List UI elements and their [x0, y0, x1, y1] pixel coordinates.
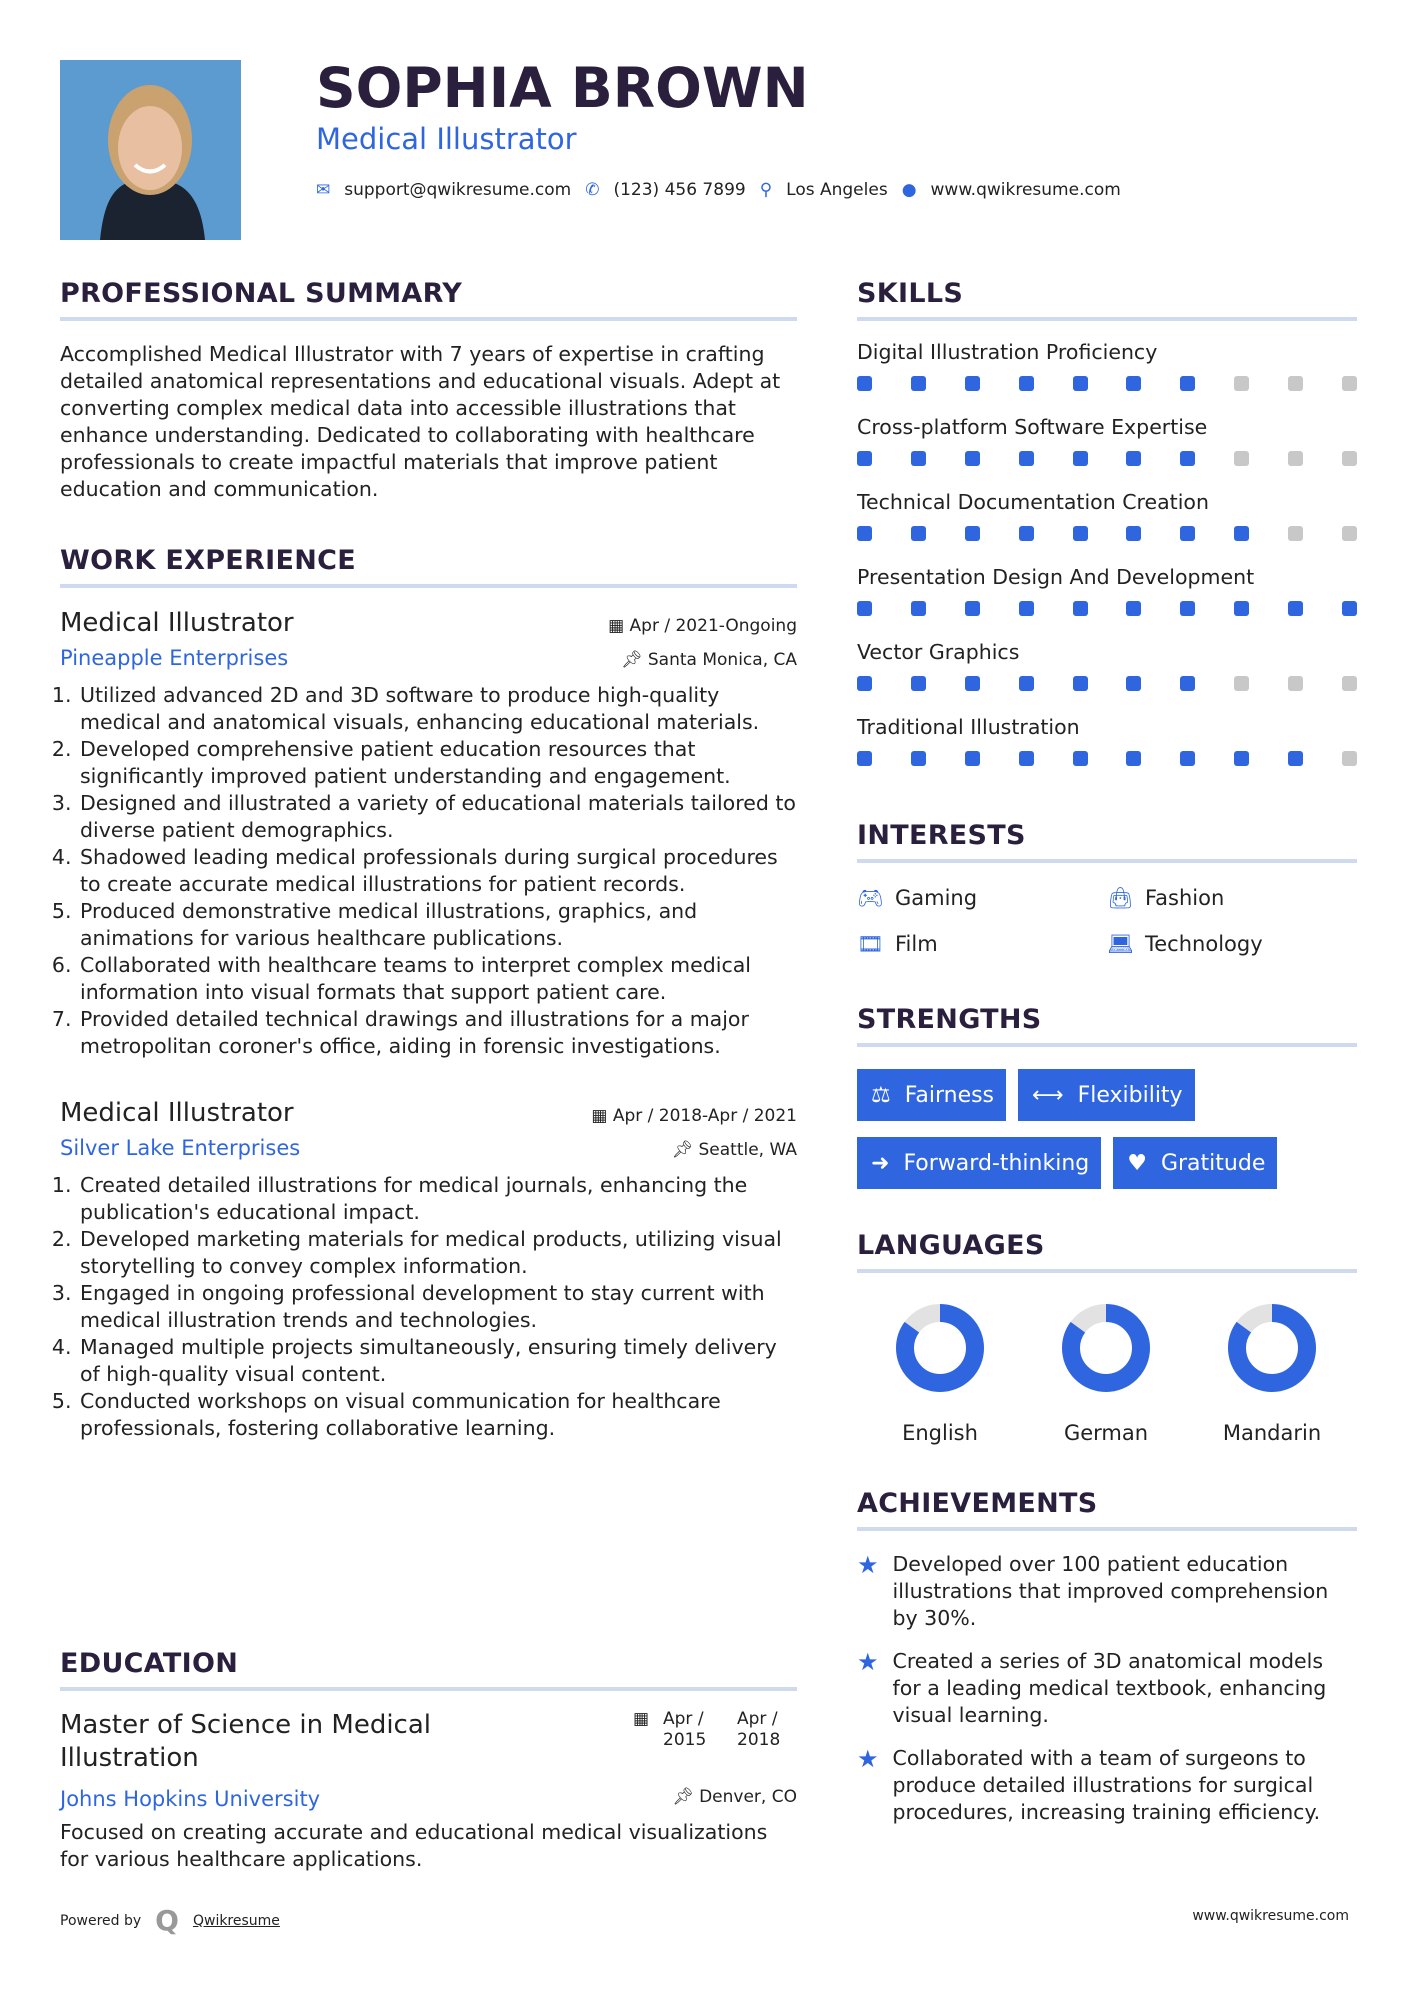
job-bullet: 1. Created detailed illustrations for medical journals, enhancing the publication's educational impact. — [78, 1172, 797, 1226]
skill-dot — [1180, 751, 1195, 766]
phone-icon: ✆ — [585, 180, 600, 200]
skill-dot — [1180, 451, 1195, 466]
calendar-icon: ▦ — [632, 1709, 649, 1729]
job-location: Seattle, WA — [698, 1140, 797, 1160]
skill-dot — [857, 751, 872, 766]
star-icon: ★ — [857, 1551, 879, 1579]
skill-dot — [857, 451, 872, 466]
job-location: Santa Monica, CA — [647, 650, 797, 670]
section-heading: STRENGTHS — [857, 1004, 1042, 1035]
skill-dot — [857, 376, 872, 391]
achievement-item — [857, 1745, 1357, 1826]
job-bullets — [60, 1172, 797, 1442]
language-item — [1023, 1303, 1189, 1445]
skill-dot — [1019, 376, 1034, 391]
skill-dot — [1288, 676, 1303, 691]
skill-dot — [1180, 376, 1195, 391]
skill-name: Vector Graphics — [857, 640, 1020, 664]
pin-icon: 📌︎ — [671, 1140, 699, 1160]
divider — [60, 1687, 797, 1691]
job-bullet: 7. Provided detailed technical drawings and illustrations for a major metropolitan coroner's office, aiding in forensic investigations. — [78, 1006, 797, 1060]
job-bullet: 5. Conducted workshops on visual communication for healthcare professionals, fostering collaborative learning. — [78, 1388, 797, 1442]
skill-rating — [857, 601, 1357, 616]
skill-item — [857, 414, 1357, 489]
footer-website[interactable]: www.qwikresume.com — [1192, 1908, 1349, 1924]
skill-dot — [911, 601, 926, 616]
language-donut — [1227, 1303, 1317, 1393]
language-name: German — [1063, 1421, 1149, 1445]
achievements-section — [857, 1488, 1357, 1842]
skill-dot — [911, 751, 926, 766]
website[interactable]: www.qwikresume.com — [930, 180, 1121, 200]
skill-dot — [1019, 451, 1034, 466]
skill-rating — [857, 676, 1357, 691]
skill-item — [857, 339, 1357, 414]
achievement-text: Developed over 100 patient education illustrations that improved comprehension by 30%. — [892, 1552, 1329, 1630]
skill-dot — [1234, 451, 1249, 466]
skill-item — [857, 639, 1357, 714]
gamepad-icon: 🎮︎ — [857, 885, 884, 910]
skill-dot — [965, 676, 980, 691]
skill-dot — [1019, 676, 1034, 691]
skill-dot — [1126, 526, 1141, 541]
star-icon: ★ — [857, 1648, 879, 1676]
skill-dot — [857, 601, 872, 616]
location: Los Angeles — [786, 180, 888, 200]
divider — [857, 1269, 1357, 1273]
skill-dot — [965, 601, 980, 616]
start-date: Apr / 2015 — [663, 1709, 707, 1750]
languages-section — [857, 1230, 1357, 1445]
strength-label: Flexibility — [1077, 1082, 1183, 1108]
job-bullet: 1. Utilized advanced 2D and 3D software to produce high-quality medical and anatomical visuals, enhancing educational materials. — [78, 682, 797, 736]
section-heading: WORK EXPERIENCE — [60, 545, 356, 576]
education-description: Focused on creating accurate and educational medical visualizations for various healthcare applications. — [60, 1820, 768, 1871]
heart-icon: ♥ — [1127, 1150, 1147, 1176]
job-bullet: 6. Collaborated with healthcare teams to interpret complex medical information into visual formats that support patient care. — [78, 952, 797, 1006]
skill-dot — [1234, 676, 1249, 691]
candidate-title: Medical Illustrator — [316, 122, 577, 156]
skill-dot — [1288, 751, 1303, 766]
skill-dot — [1073, 451, 1088, 466]
strength-flexibility — [1018, 1069, 1195, 1121]
skill-dot — [1073, 676, 1088, 691]
language-name: Mandarin — [1222, 1421, 1322, 1445]
skill-name: Presentation Design And Development — [857, 565, 1255, 589]
skill-dot — [911, 676, 926, 691]
language-donut — [895, 1303, 985, 1393]
balance-scale-icon: ⚖ — [871, 1082, 891, 1108]
qwikresume-logo-icon: Q — [155, 1904, 179, 1937]
skill-dot — [1342, 676, 1357, 691]
skill-dot — [965, 526, 980, 541]
interests-section — [857, 820, 1357, 967]
language-name: English — [902, 1421, 978, 1445]
end-date: Apr / 2018 — [737, 1709, 781, 1750]
skill-dot — [1019, 526, 1034, 541]
achievement-text: Created a series of 3D anatomical models for a leading medical textbook, enhancing visual learning. — [892, 1649, 1327, 1727]
interest-label: Film — [895, 932, 938, 956]
interest-label: Fashion — [1145, 886, 1225, 910]
strength-forward-thinking — [857, 1137, 1101, 1189]
skill-dot — [1288, 601, 1303, 616]
strength-gratitude — [1113, 1137, 1277, 1189]
skill-dot — [1180, 526, 1195, 541]
globe-icon: ● — [901, 180, 917, 200]
job-bullets — [60, 682, 797, 1060]
skill-dot — [1126, 376, 1141, 391]
skill-dot — [1073, 601, 1088, 616]
skill-rating — [857, 376, 1357, 391]
skill-rating — [857, 451, 1357, 466]
interest-label: Technology — [1145, 932, 1263, 956]
laptop-icon: 💻︎ — [1107, 931, 1134, 956]
skill-dot — [1288, 376, 1303, 391]
section-heading: INTERESTS — [857, 820, 1026, 851]
skill-dot — [1288, 526, 1303, 541]
strength-label: Gratitude — [1160, 1150, 1266, 1176]
job-dates: Apr / 2018-Apr / 2021 — [612, 1106, 797, 1126]
company: Silver Lake Enterprises — [60, 1136, 301, 1160]
skill-dot — [1126, 676, 1141, 691]
phone: (123) 456 7899 — [613, 180, 746, 200]
skill-dot — [1342, 751, 1357, 766]
skill-rating — [857, 751, 1357, 766]
section-heading: PROFESSIONAL SUMMARY — [60, 278, 463, 309]
skill-dot — [965, 451, 980, 466]
calendar-icon: ▦ — [608, 616, 630, 636]
job-bullet: 2. Developed marketing materials for medical products, utilizing visual storytelling to convey complex information. — [78, 1226, 797, 1280]
skill-dot — [1019, 601, 1034, 616]
summary-section — [60, 278, 797, 503]
interest-label: Gaming — [895, 886, 978, 910]
skill-dot — [1288, 451, 1303, 466]
skill-dot — [1234, 751, 1249, 766]
degree: Master of Science in Medical Illustration — [60, 1710, 432, 1773]
experience-section — [60, 545, 797, 1442]
powered-by-label: Powered by — [60, 1912, 142, 1929]
job-title: Medical Illustrator — [60, 608, 294, 638]
language-item — [857, 1303, 1023, 1445]
divider — [60, 584, 797, 588]
skill-dot — [1073, 376, 1088, 391]
skill-name: Digital Illustration Proficiency — [857, 340, 1158, 364]
strength-label: Fairness — [904, 1082, 995, 1108]
interest-gaming — [857, 875, 1107, 921]
skill-dot — [1342, 451, 1357, 466]
strength-fairness — [857, 1069, 1006, 1121]
skill-dot — [1073, 526, 1088, 541]
skill-dot — [911, 526, 926, 541]
shopping-bag-icon: 👜︎ — [1107, 885, 1134, 910]
skill-dot — [1234, 526, 1249, 541]
job-bullet: 3. Engaged in ongoing professional development to stay current with medical illustration trends and technologies. — [78, 1280, 797, 1334]
skill-dot — [1180, 676, 1195, 691]
strengths-section — [857, 1004, 1357, 1205]
company: Pineapple Enterprises — [60, 646, 289, 670]
calendar-icon: ▦ — [591, 1106, 613, 1126]
skill-dot — [965, 376, 980, 391]
location: Denver, CO — [699, 1787, 797, 1807]
skill-dot — [857, 676, 872, 691]
profile-photo — [60, 60, 241, 240]
interest-film — [857, 921, 1107, 967]
skill-dot — [911, 376, 926, 391]
skill-rating — [857, 526, 1357, 541]
skill-dot — [1234, 376, 1249, 391]
star-icon: ★ — [857, 1745, 879, 1773]
skill-dot — [1126, 601, 1141, 616]
skill-dot — [857, 526, 872, 541]
job-bullet: 4. Shadowed leading medical professionals during surgical procedures to create accurate medical illustrations for patient records. — [78, 844, 797, 898]
candidate-name: SOPHIA BROWN — [316, 56, 809, 120]
skill-name: Technical Documentation Creation — [857, 490, 1209, 514]
skill-dot — [965, 751, 980, 766]
achievement-text: Collaborated with a team of surgeons to produce detailed illustrations for surgical procedures, increasing training efficiency. — [892, 1746, 1321, 1824]
powered-by — [60, 1904, 280, 1937]
pin-icon: 📌︎ — [672, 1787, 700, 1807]
language-donut — [1061, 1303, 1151, 1393]
film-icon: 🎞︎ — [857, 931, 884, 956]
arrows-h-icon: ⟷ — [1032, 1082, 1064, 1108]
skill-dot — [1180, 601, 1195, 616]
job-entry — [60, 1098, 797, 1442]
job-bullet: 2. Developed comprehensive patient education resources that significantly improved patient understanding and engagement. — [78, 736, 797, 790]
skill-item — [857, 714, 1357, 789]
interest-technology — [1107, 921, 1357, 967]
divider — [857, 1043, 1357, 1047]
job-dates: Apr / 2021-Ongoing — [629, 616, 797, 636]
section-heading: LANGUAGES — [857, 1230, 1045, 1261]
job-bullet: 3. Designed and illustrated a variety of educational materials tailored to diverse patient demographics. — [78, 790, 797, 844]
section-heading: SKILLS — [857, 278, 964, 309]
divider — [857, 317, 1357, 321]
skill-dot — [1073, 751, 1088, 766]
summary-text: Accomplished Medical Illustrator with 7 years of expertise in crafting detailed anatomical representations and educational visuals. Adept at converting complex medical data into accessible illustrations that enhance understanding. Dedicated to collaborating with healthcare professionals to create impactful materials that improve patient education and communication. — [60, 342, 781, 501]
job-title: Medical Illustrator — [60, 1098, 294, 1128]
skill-name: Cross-platform Software Expertise — [857, 415, 1208, 439]
job-entry — [60, 608, 797, 1060]
skills-section — [857, 278, 1357, 789]
divider — [857, 1527, 1357, 1531]
job-bullet: 5. Produced demonstrative medical illustrations, graphics, and animations for various healthcare publications. — [78, 898, 797, 952]
skill-item — [857, 489, 1357, 564]
strength-label: Forward-thinking — [903, 1150, 1090, 1176]
skill-dot — [1342, 376, 1357, 391]
skill-dot — [1126, 751, 1141, 766]
section-heading: EDUCATION — [60, 1648, 239, 1679]
skill-dot — [1342, 601, 1357, 616]
pin-icon: 📌︎ — [620, 650, 648, 670]
skill-dot — [1019, 751, 1034, 766]
arrow-right-icon: ➜ — [871, 1150, 890, 1176]
achievement-item — [857, 1551, 1357, 1632]
section-heading: ACHIEVEMENTS — [857, 1488, 1098, 1519]
skill-dot — [1342, 526, 1357, 541]
language-item — [1189, 1303, 1355, 1445]
skill-name: Traditional Illustration — [857, 715, 1080, 739]
skill-dot — [911, 451, 926, 466]
achievement-item — [857, 1648, 1357, 1729]
divider — [60, 317, 797, 321]
map-marker-icon: ⚲ — [759, 180, 773, 200]
email[interactable]: support@qwikresume.com — [344, 180, 572, 200]
skill-dot — [1126, 451, 1141, 466]
school: Johns Hopkins University — [60, 1787, 321, 1811]
brand-link[interactable]: Qwikresume — [192, 1912, 280, 1929]
job-bullet: 4. Managed multiple projects simultaneously, ensuring timely delivery of high-quality visual content. — [78, 1334, 797, 1388]
education-section — [60, 1648, 797, 1873]
contact-bar — [316, 180, 1121, 200]
interest-fashion — [1107, 875, 1357, 921]
divider — [857, 859, 1357, 863]
skill-item — [857, 564, 1357, 639]
envelope-icon: ✉ — [316, 180, 331, 200]
skill-dot — [1234, 601, 1249, 616]
